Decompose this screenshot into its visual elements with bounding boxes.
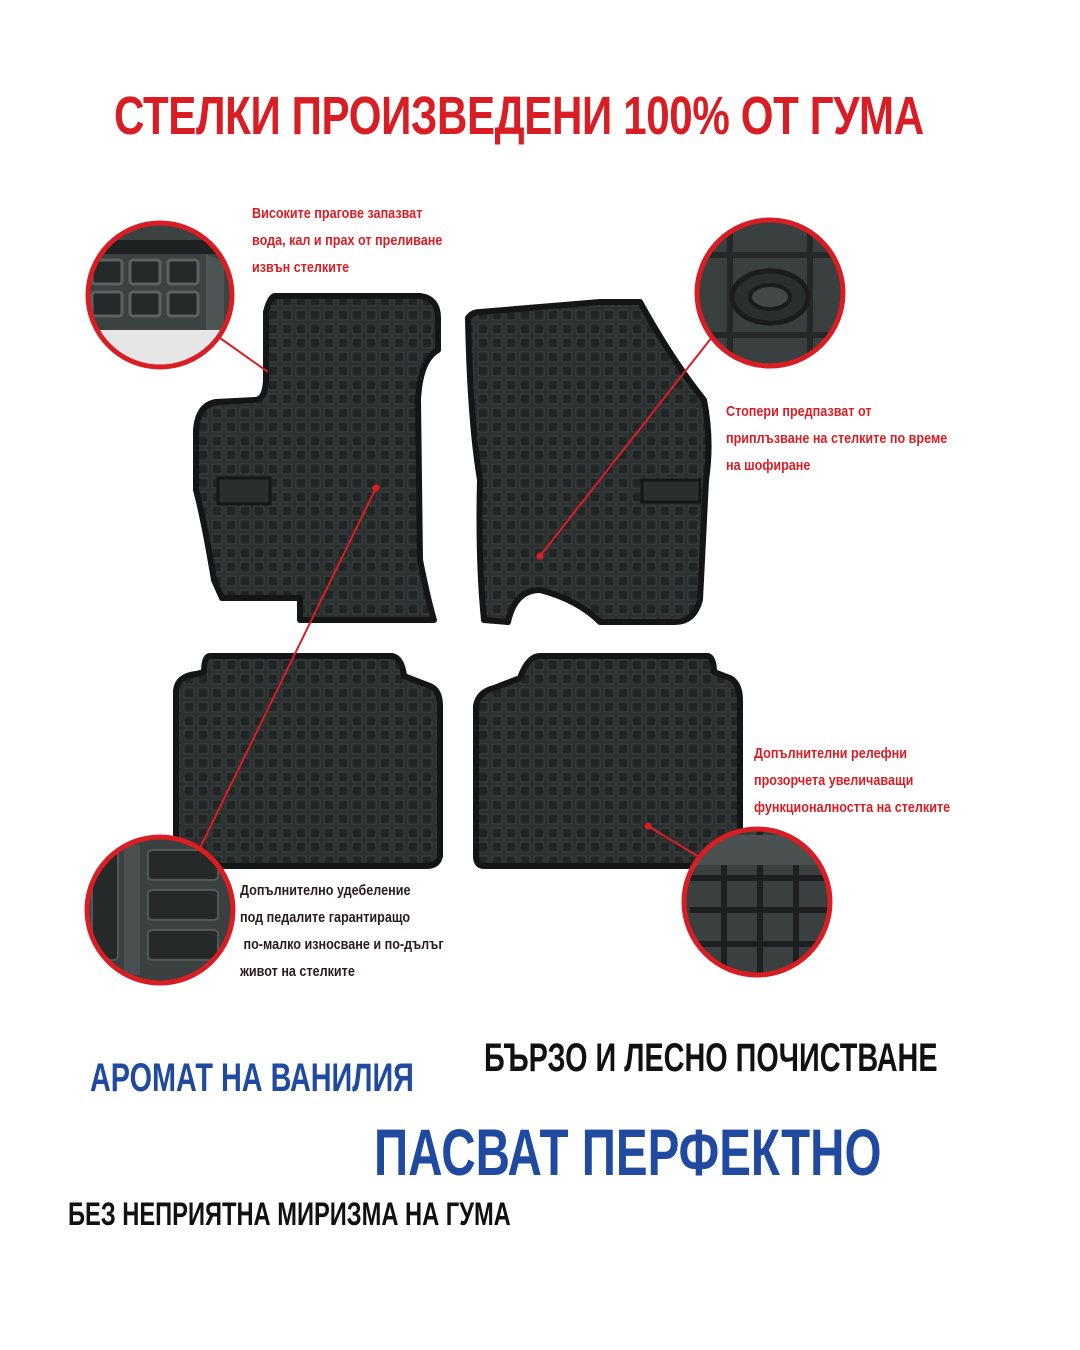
callout-stoppers bbox=[726, 398, 947, 479]
page-headline: СТЕЛКИ ПРОИЗВЕДЕНИ 100% ОТ ГУМА bbox=[113, 86, 924, 146]
relief-window-detail-icon bbox=[680, 825, 840, 985]
callout-line: вода, кал и прах от преливане bbox=[252, 232, 443, 249]
callout-relief-windows bbox=[754, 740, 950, 821]
callout-line: прозорчета увеличаващи bbox=[754, 772, 914, 789]
callout-line: Допълнителни релефни bbox=[754, 745, 907, 762]
callout-line: Високите прагове запазват bbox=[252, 205, 423, 222]
driver-floor-mat-icon bbox=[196, 296, 438, 620]
rear-left-floor-mat-icon bbox=[176, 656, 440, 866]
callout-line: извън стелките bbox=[252, 259, 350, 276]
callout-high-edges bbox=[252, 200, 442, 281]
high-edge-detail-icon bbox=[80, 220, 240, 390]
rear-right-floor-mat-icon bbox=[476, 656, 740, 866]
callout-line: по-малко износване и по-дълъг bbox=[240, 936, 444, 953]
feature-vanilla-scent: АРОМАТ НА ВАНИЛИЯ bbox=[90, 1056, 414, 1100]
callout-line: живот на стелките bbox=[240, 963, 355, 980]
anti-slip-stopper-icon bbox=[690, 215, 850, 375]
feature-easy-clean: БЪРЗО И ЛЕСНО ПОЧИСТВАНЕ bbox=[484, 1036, 938, 1080]
feature-perfect-fit: ПАСВАТ ПЕРФЕКТНО bbox=[374, 1115, 882, 1189]
passenger-floor-mat-icon bbox=[468, 302, 709, 622]
callout-line: Допълнително удебеление bbox=[240, 882, 411, 899]
callout-line: на шофиране bbox=[726, 457, 811, 474]
feature-no-rubber-smell: БЕЗ НЕПРИЯТНА МИРИЗМА НА ГУМА bbox=[68, 1196, 511, 1232]
callout-pedal-reinforcement bbox=[240, 877, 444, 985]
callout-line: приплъзване на стелките по време bbox=[726, 430, 948, 447]
callout-line: Стопери предпазват от bbox=[726, 403, 872, 420]
callout-line: под педалите гарантиращо bbox=[240, 909, 411, 926]
callout-line: функционалността на стелките bbox=[754, 799, 951, 816]
